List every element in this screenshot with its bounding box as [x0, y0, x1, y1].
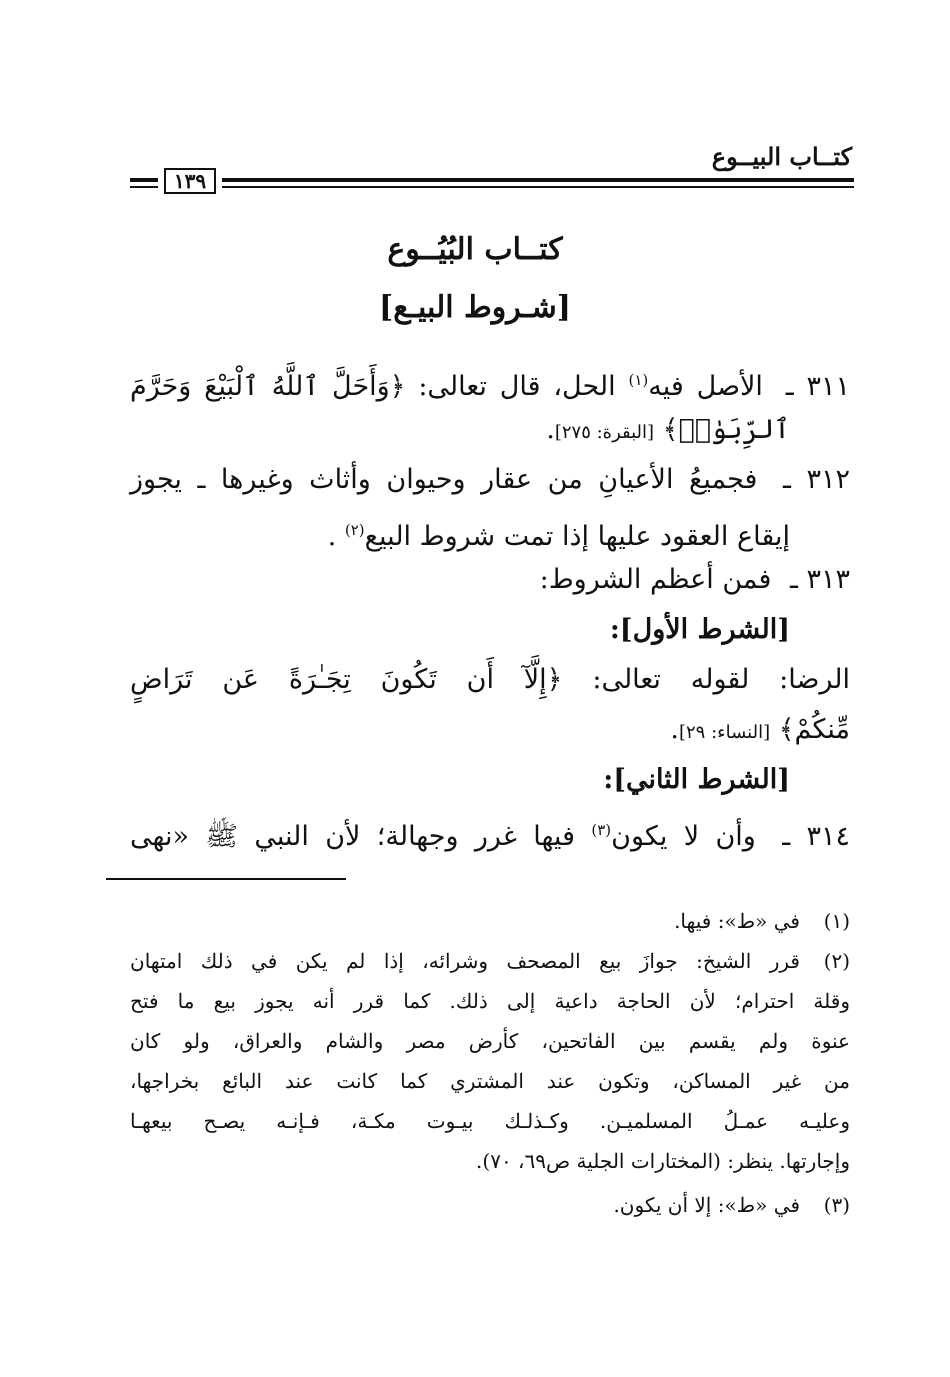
chapter-heading: كتــاب البُيُــوع — [387, 232, 563, 267]
paragraph-312-line-1 — [130, 462, 850, 498]
footnote-marker: (١) — [628, 371, 649, 389]
footnote-3-text: في «ط»: إلا أن يكون. — [613, 1193, 800, 1217]
footnote-2-line: من غير المساكن، وتكون عند المشتري كما كانت عند البائع بخراجها، — [130, 1069, 850, 1093]
paragraph-312-line-2 — [130, 512, 790, 555]
paragraph-text: الحل، قال تعالى: — [405, 371, 616, 402]
paragraph-number: ٣١٢ ـ — [783, 464, 850, 495]
footnote-marker: (٢) — [344, 521, 365, 539]
condition-1-title: [الشرط الأول]: — [609, 614, 790, 645]
footnote-2-line: عنوة ولم يقسم بين الفاتحين، كأرض مصر والشام والعراق، ولو كان — [130, 1029, 850, 1053]
footnote-2-line: وإجارتها. ينظر: (المختارات الجلية ص٦٩، ٧٠). — [476, 1149, 850, 1173]
punctuation: . — [670, 714, 679, 745]
footnote-2-line: قرر الشيخ: جوازَ بيع المصحف وشرائه، إذا لم يكن في ذلك امتهان — [130, 949, 800, 973]
paragraph-text: فيها غرر وجهالة؛ لأن النبي ﷺ «نهى — [130, 821, 575, 852]
footnote-marker: (٣) — [591, 821, 612, 839]
header-ornament — [130, 178, 158, 182]
paragraph-text: إيقاع العقود عليها إذا تمت شروط البيع — [364, 521, 790, 552]
footnote-number: (٢) — [823, 949, 850, 973]
condition-1-line-1 — [130, 662, 850, 698]
paragraph-text: فمن أعظم الشروط: — [539, 564, 772, 595]
paragraph-314-line-1 — [130, 812, 850, 855]
header-ornament-thin — [130, 186, 158, 188]
footnote-separator — [106, 878, 346, 880]
footnote-2-line: وقلة احترام؛ لأن الحاجة داعية إلى ذلك. كما قرر أنه يجوز بيع ما فتح — [130, 989, 850, 1013]
page-number: ١٣٩ — [164, 168, 216, 194]
header-rule-thin — [222, 186, 854, 188]
paragraph-text: الرضا: لقوله تعالى: — [562, 664, 850, 695]
quran-verse: ٱلرِّبَوٰا۟﴾ — [662, 414, 790, 445]
quran-verse: مِّنكُمْ﴾ — [778, 714, 850, 745]
verse-reference: [البقرة: ٢٧٥] — [554, 422, 655, 443]
footnote-2-line: وعليـه عمـلُ المسلميـن. وكـذلـك بيـوت مكـة، فـإنـه يصـح بيعهـا — [130, 1109, 850, 1133]
verse-reference: [النساء: ٢٩] — [678, 722, 771, 743]
running-title: كتــاب البيــوع — [711, 142, 852, 171]
header-rule-thick — [222, 178, 854, 182]
punctuation: . — [546, 414, 555, 445]
paragraph-313-line-1 — [130, 562, 850, 598]
paragraph-text: فجميعُ الأعيانِ من عقار وحيوان وأثاث وغيرها ـ يجوز — [130, 464, 758, 495]
paragraph-311-line-1 — [130, 362, 850, 405]
paragraph-311-line-2 — [130, 412, 790, 451]
condition-1-line-2 — [130, 712, 850, 751]
paragraph-text: الأصل فيه — [648, 371, 763, 402]
paragraph-number: ٣١٤ ـ — [782, 821, 850, 852]
punctuation: . — [327, 521, 337, 552]
footnote-number: (٣) — [823, 1193, 850, 1217]
section-heading: [شـروط البيـع] — [379, 290, 571, 325]
footnote-number: (١) — [823, 909, 850, 933]
quran-verse: ﴿إِلَّآ أَن تَكُونَ تِجَـٰرَةً عَن تَرَاضٍ — [130, 664, 563, 695]
paragraph-text: وأن لا يكون — [611, 821, 756, 852]
footnote-1-text: في «ط»: فيها. — [674, 909, 800, 933]
condition-2-title: [الشرط الثاني]: — [603, 764, 790, 795]
paragraph-number: ٣١٣ ـ — [789, 564, 850, 595]
quran-verse: ﴿وَأَحَلَّ ٱللَّهُ ٱلْبَيْعَ وَحَرَّمَ — [130, 371, 406, 402]
paragraph-number: ٣١١ ـ — [785, 371, 850, 402]
